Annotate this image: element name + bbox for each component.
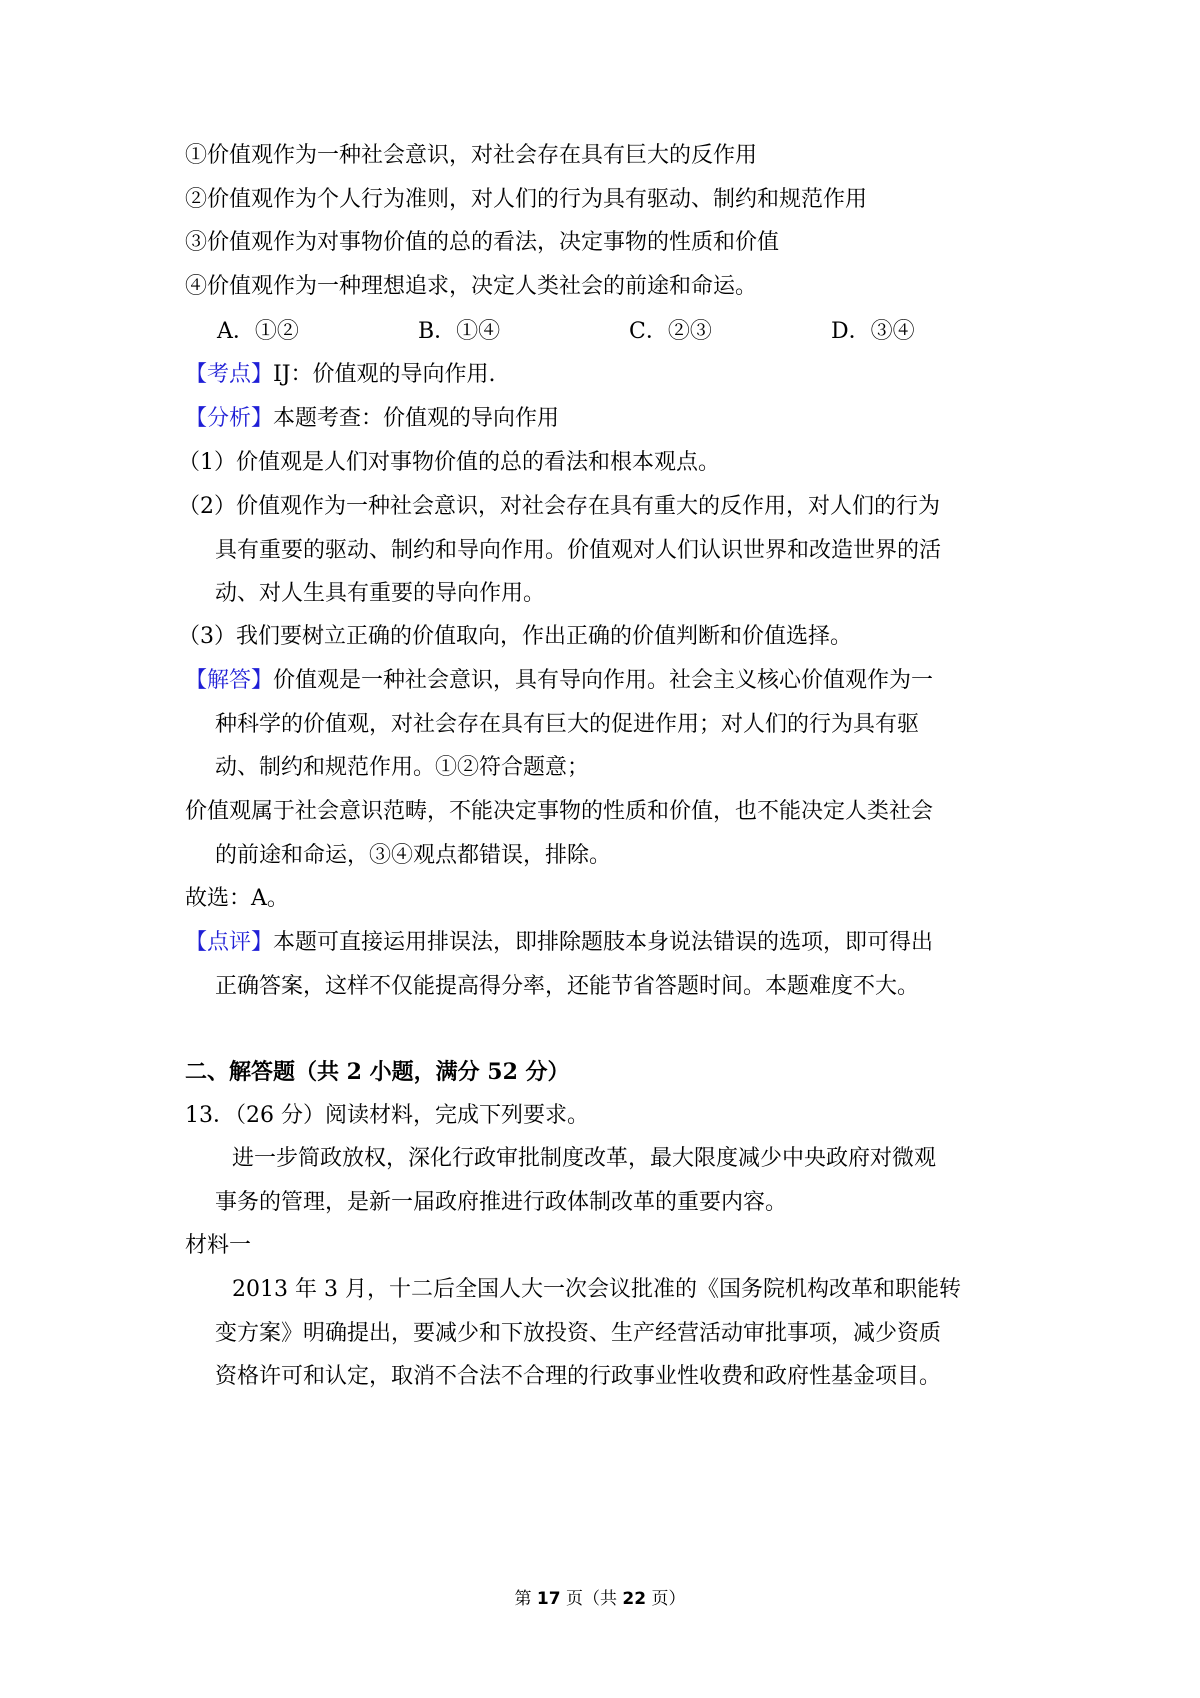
jieda-line-4: 价值观属于社会意识范畴，不能决定事物的性质和价值，也不能决定人类社会 bbox=[185, 799, 934, 824]
jieda-tag: 【解答】 bbox=[185, 668, 274, 693]
question-13: 13．（26 分）阅读材料，完成下列要求。 bbox=[185, 1103, 589, 1128]
kaodian-tag: 【考点】 bbox=[185, 362, 274, 387]
fenxi-point-2-cont-1: 具有重要的驱动、制约和导向作用。价值观对人们认识世界和改造世界的活 bbox=[215, 538, 942, 563]
option-c: C．②③ bbox=[629, 319, 712, 344]
kaodian-text: IJ：价值观的导向作用. bbox=[273, 362, 496, 387]
footer-suffix: 页） bbox=[651, 1589, 686, 1609]
dianping-line-1 bbox=[185, 928, 933, 958]
dianping-text-1: 本题可直接运用排误法，即排除题肢本身说法错误的选项，即可得出 bbox=[273, 930, 934, 955]
intro-line-1: 进一步简政放权，深化行政审批制度改革，最大限度减少中央政府对微观 bbox=[232, 1146, 937, 1171]
jieda-line-2: 种科学的价值观，对社会存在具有巨大的促进作用；对人们的行为具有驱 bbox=[215, 712, 920, 737]
jieda-line-5: 的前途和命运，③④观点都错误，排除。 bbox=[215, 843, 612, 868]
fenxi-point-1: （1）价值观是人们对事物价值的总的看法和根本观点。 bbox=[178, 450, 720, 475]
footer-total-pages: 22 bbox=[622, 1589, 647, 1609]
question-item-3: ③价值观作为对事物价值的总的看法，决定事物的性质和价值 bbox=[185, 230, 780, 255]
option-b: B．①④ bbox=[418, 319, 501, 344]
material-label: 材料一 bbox=[185, 1233, 252, 1258]
page-footer bbox=[0, 1587, 1200, 1611]
footer-mid: 页（共 bbox=[566, 1589, 617, 1609]
material-line-3: 资格许可和认定，取消不合法不合理的行政事业性收费和政府性基金项目。 bbox=[215, 1364, 942, 1389]
fenxi-line bbox=[185, 404, 559, 434]
option-d: D．③④ bbox=[831, 319, 915, 344]
jieda-line-1 bbox=[185, 666, 933, 696]
jieda-line-3: 动、制约和规范作用。①②符合题意； bbox=[215, 755, 590, 780]
question-item-1: ①价值观作为一种社会意识，对社会存在具有巨大的反作用 bbox=[185, 143, 758, 168]
footer-page-number: 17 bbox=[536, 1589, 561, 1609]
material-line-2: 变方案》明确提出，要减少和下放投资、生产经营活动审批事项，减少资质 bbox=[215, 1321, 942, 1346]
fenxi-point-3: （3）我们要树立正确的价值取向，作出正确的价值判断和价值选择。 bbox=[178, 624, 852, 649]
kaodian-line bbox=[185, 360, 496, 390]
dianping-line-2: 正确答案，这样不仅能提高得分率，还能节省答题时间。本题难度不大。 bbox=[215, 974, 920, 999]
jieda-text-1: 价值观是一种社会意识，具有导向作用。社会主义核心价值观作为一 bbox=[273, 668, 934, 693]
question-item-2: ②价值观作为个人行为准则，对人们的行为具有驱动、制约和规范作用 bbox=[185, 187, 868, 212]
question-item-4: ④价值观作为一种理想追求，决定人类社会的前途和命运。 bbox=[185, 274, 758, 299]
fenxi-point-2: （2）价值观作为一种社会意识，对社会存在具有重大的反作用，对人们的行为 bbox=[178, 494, 940, 519]
section-heading: 二、解答题（共 2 小题，满分 52 分） bbox=[185, 1059, 570, 1085]
fenxi-point-2-cont-2: 动、对人生具有重要的导向作用。 bbox=[215, 581, 546, 606]
fenxi-text: 本题考查：价值观的导向作用 bbox=[273, 406, 560, 431]
fenxi-tag: 【分析】 bbox=[185, 406, 274, 431]
footer-prefix: 第 bbox=[514, 1589, 532, 1609]
jieda-answer: 故选：A。 bbox=[185, 886, 289, 911]
intro-line-2: 事务的管理，是新一届政府推进行政体制改革的重要内容。 bbox=[215, 1190, 788, 1215]
dianping-tag: 【点评】 bbox=[185, 930, 274, 955]
material-line-1: 2013 年 3 月，十二后全国人大一次会议批准的《国务院机构改革和职能转 bbox=[232, 1277, 961, 1302]
option-a: A．①② bbox=[217, 319, 299, 344]
